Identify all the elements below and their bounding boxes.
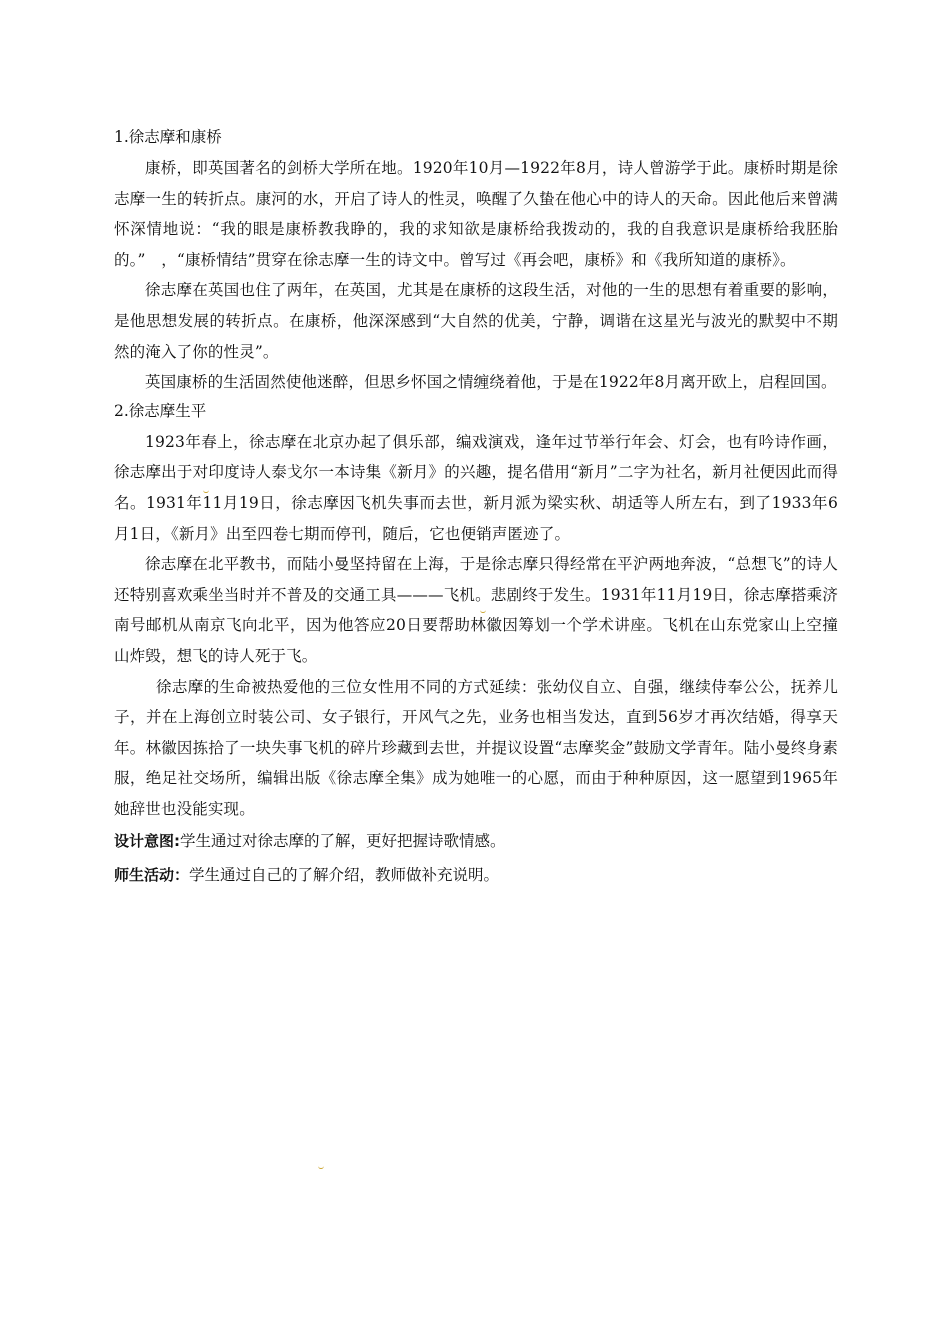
section-heading-biography: 2.徐志摩生平: [114, 401, 207, 420]
activity-text: 学生通过自己的了解介绍，教师做补充说明。: [189, 866, 500, 885]
paragraph: 1923年春上，徐志摩在北京办起了俱乐部，编戏演戏，逢年过节举行年会、灯会，也有吟诗作画，徐志摩出于对印度诗人泰戈尔一本诗集《新月》的兴趣，提名借用“新月”二字为社名，新月社便因此而得名。1931年11月19日，徐志摩因飞机失事而去世，新月派为梁实秋、胡适等人所左右，到了1933年6月1日，《新月》出至四卷七期而停刊，随后，它也便销声匿迹了。: [114, 432, 838, 543]
activity-line: [114, 858, 838, 892]
paragraph: 英国康桥的生活固然使他迷醉，但思乡怀国之情缠绕着他，于是在1922年8月离开欧上，启程回国。: [145, 373, 837, 392]
paragraph: 康桥，即英国著名的剑桥大学所在地。1920年10月—1922年8月，诗人曾游学于此。康桥时期是徐志摩一生的转折点。康河的水，开启了诗人的性灵，唤醒了久蛰在他心中的诗人的天命。因此他后来曾满怀深情地说：“我的眼是康桥教我睁的，我的求知欲是康桥给我拨动的，我的自我意识是康桥给我胚胎的。” ，“康桥情结”贯穿在徐志摩一生的诗文中。曾写过《再会吧，康桥》和《我所知道的康桥》。: [114, 159, 838, 269]
paragraph: 徐志摩在英国也住了两年，在英国，尤其是在康桥的这段生活，对他的一生的思想有着重要的影响，是他思想发展的转折点。在康桥，他深深感到“大自然的优美，宁静，调谐在这星光与波光的默契中不期然的淹入了你的性灵”。: [114, 281, 838, 361]
paragraph: 徐志摩在北平教书，而陆小曼坚持留在上海，于是徐志摩只得经常在平沪两地奔波，“总想飞”的诗人还特别喜欢乘坐当时并不普及的交通工具———飞机。悲剧终于发生。1931年11月19日，徐志摩搭乘济南号邮机从南京飞向北平，因为他答应20日要帮助林徽因筹划一个学术讲座。飞机在山东党家山上空撞山炸毁，想飞的诗人死于飞。: [114, 555, 838, 665]
ink-mark: [318, 1165, 324, 1169]
design-intent-label: 设计意图:: [114, 832, 180, 851]
document-body: [114, 124, 838, 892]
activity-label: 师生活动：: [114, 866, 190, 885]
design-intent-text: 学生通过对徐志摩的了解，更好把握诗歌情感。: [180, 832, 506, 851]
section-heading-xu-and-cambridge: 1.徐志摩和康桥: [114, 128, 222, 146]
paragraph: 徐志摩的生命被热爱他的三位女性用不同的方式延续：张幼仪自立、自强，继续侍奉公公，抚养儿子，并在上海创立时装公司、女子银行，开风气之先，业务也相当发达，直到56岁才再次结婚，得享天年。林徽因拣拾了一块失事飞机的碎片珍藏到去世，并提议设置“志摩奖金”鼓励文学青年。陆小曼终身素服，绝足社交场所，编辑出版《徐志摩全集》成为她唯一的心愿，而由于种种原因，这一愿望到1965年她辞世也没能实现。: [114, 677, 838, 818]
design-intent-line: [114, 824, 838, 858]
